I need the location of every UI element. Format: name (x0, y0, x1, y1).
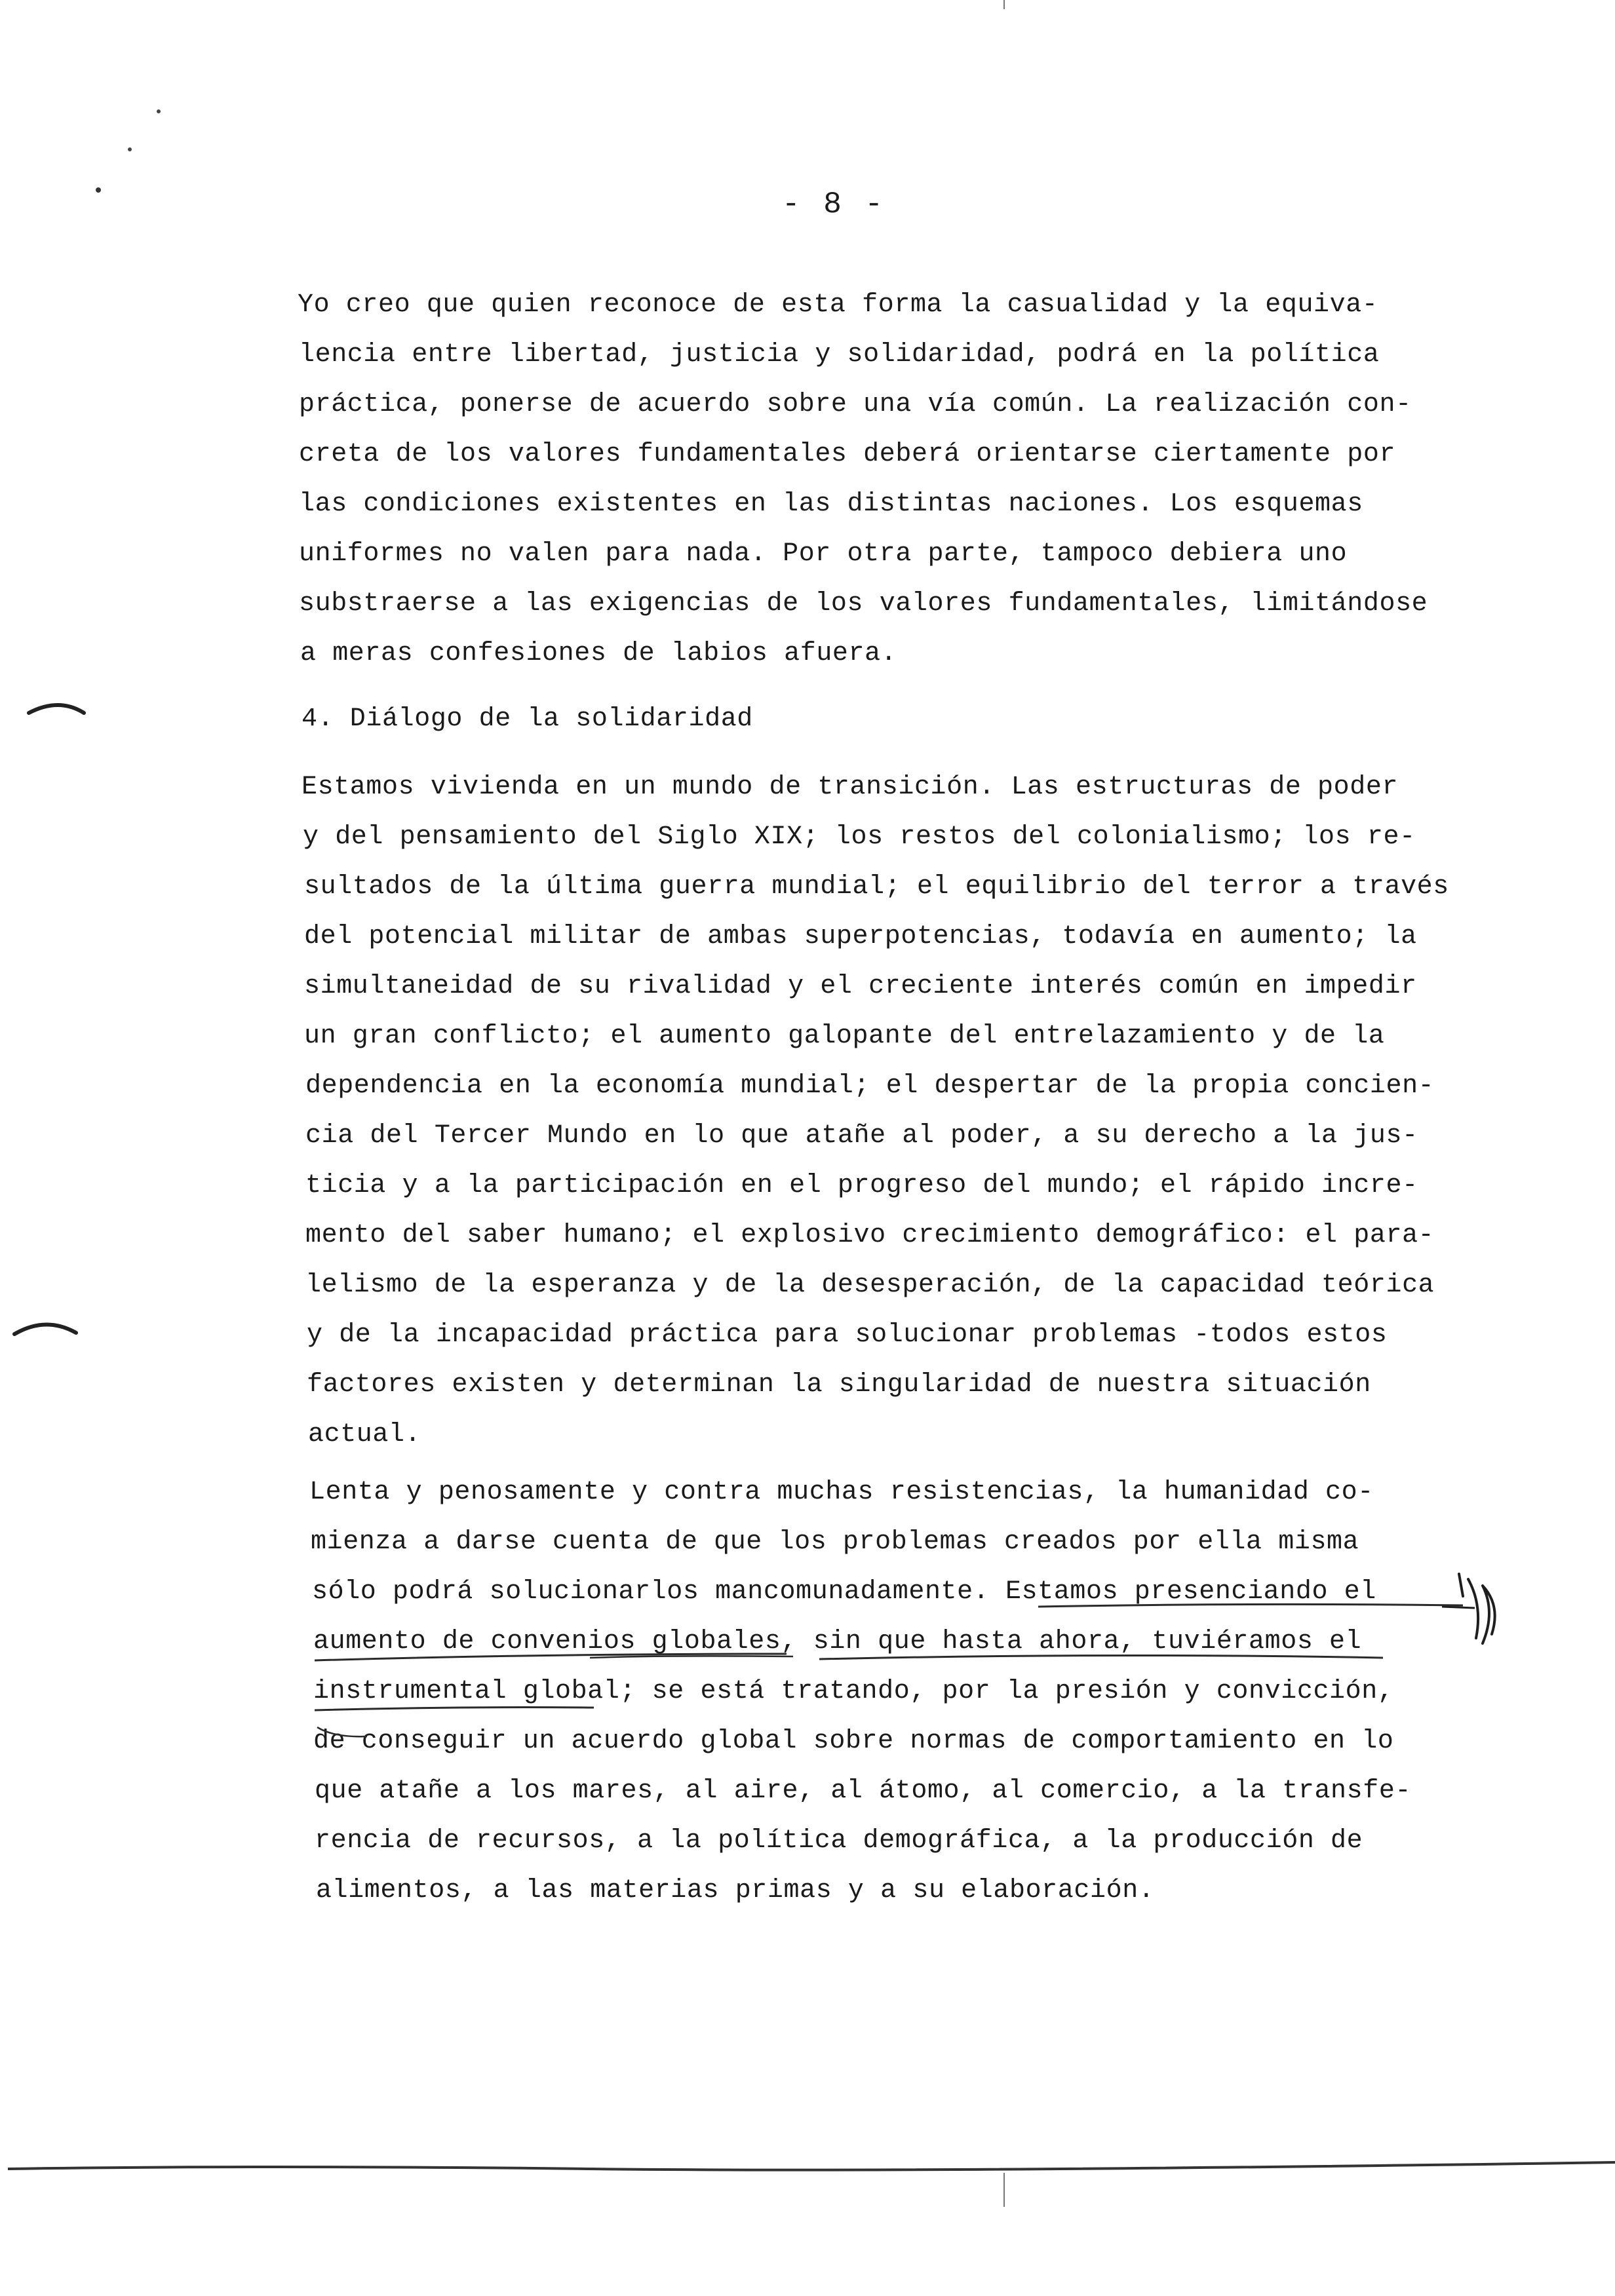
scan-speck (96, 187, 101, 193)
paragraph-3-line-4: aumento de convenios globales, sin que hasta ahora, tuviéramos el (313, 1627, 1362, 1656)
handwritten-underline (819, 1655, 1383, 1659)
paragraph-3-line-5: instrumental global; se está tratando, por la presión y convicción, (313, 1677, 1394, 1706)
paragraph-2-line-5: simultaneidad de su rivalidad y el creciente interés común en impedir (304, 972, 1417, 1001)
paragraph-2-line-10: mento del saber humano; el explosivo crecimiento demográfico: el para- (305, 1221, 1435, 1250)
paragraph-2-line-11: lelismo de la esperanza y de la desesperación, de la capacidad teórica (305, 1271, 1435, 1300)
paragraph-1-line-7: substraerse a las exigencias de los valores fundamentales, limitándose (299, 589, 1428, 619)
paragraph-3-line-8: rencia de recursos, a la política demográfica, a la producción de (315, 1826, 1363, 1856)
paragraph-2-line-9: ticia y a la participación en el progreso del mundo; el rápido incre- (305, 1171, 1418, 1200)
paragraph-1-line-6: uniformes no valen para nada. Por otra parte, tampoco debiera uno (299, 539, 1348, 569)
paragraph-2-line-13: factores existen y determinan la singularidad de nuestra situación (307, 1370, 1371, 1400)
paragraph-2-line-1: Estamos vivienda en un mundo de transición. Las estructuras de poder (302, 773, 1399, 802)
paragraph-2-line-2: y del pensamiento del Siglo XIX; los restos del colonialismo; los re- (303, 822, 1416, 852)
paragraph-3-line-3: sólo podrá solucionarlos mancomunadamente. Estamos presenciando el (312, 1577, 1376, 1607)
paragraph-1-line-8: a meras confesiones de labios afuera. (300, 639, 897, 668)
paragraph-2-line-3: sultados de la última guerra mundial; el equilibrio del terror a través (304, 872, 1449, 902)
section-heading: 4. Diálogo de la solidaridad (302, 704, 753, 734)
punch-hole-arc (29, 705, 84, 713)
paragraph-2-line-4: del potencial militar de ambas superpotencias, todavía en aumento; la (304, 922, 1417, 951)
paragraph-2-line-12: y de la incapacidad práctica para solucionar problemas -todos estos (307, 1320, 1388, 1350)
margin-annotation-mark (1459, 1574, 1495, 1643)
paragraph-2-line-6: un gran conflicto; el aumento galopante del entrelazamiento y de la (304, 1022, 1385, 1051)
handwritten-underline (317, 1727, 367, 1736)
paragraph-1-line-1: Yo creo que quien reconoce de esta forma la casualidad y la equiva- (298, 290, 1378, 320)
paragraph-1-line-4: creta de los valores fundamentales deberá orientarse ciertamente por (299, 440, 1396, 469)
paragraph-1-line-5: las condiciones existentes en las distintas naciones. Los esquemas (299, 489, 1363, 519)
paragraph-3-line-2: mienza a darse cuenta de que los problemas creados por ella misma (311, 1527, 1359, 1557)
handwritten-underline (1038, 1604, 1463, 1607)
paragraph-1-line-3: práctica, ponerse de acuerdo sobre una vía común. La realización con- (299, 390, 1412, 419)
handwritten-underline (315, 1708, 594, 1711)
paragraph-2-line-7: dependencia en la economía mundial; el despertar de la propia concien- (305, 1071, 1435, 1101)
bottom-rule-line (8, 2162, 1615, 2170)
page-number: - 8 - (781, 187, 886, 221)
paragraph-2-line-14: actual. (308, 1420, 421, 1449)
paragraph-2-line-8: cia del Tercer Mundo en lo que atañe al poder, a su derecho a la jus- (305, 1121, 1418, 1151)
paragraph-3-line-9: alimentos, a las materias primas y a su elaboración. (316, 1876, 1155, 1905)
scan-speck (128, 147, 132, 151)
paragraph-3-line-6: de conseguir un acuerdo global sobre normas de comportamiento en lo (313, 1727, 1394, 1756)
punch-hole-arc (14, 1324, 76, 1334)
paragraph-3-line-1: Lenta y penosamente y contra muchas resistencias, la humanidad co- (309, 1478, 1374, 1507)
margin-annotation-mark (1442, 1607, 1475, 1608)
paragraph-3-line-7: que atañe a los mares, al aire, al átomo, al comercio, a la transfe- (315, 1776, 1412, 1806)
handwritten-underline (590, 1656, 793, 1658)
paragraph-1-line-2: lencia entre libertad, justicia y solidaridad, podrá en la política (299, 340, 1380, 370)
scan-speck (157, 109, 161, 113)
handwritten-underline (315, 1654, 787, 1660)
